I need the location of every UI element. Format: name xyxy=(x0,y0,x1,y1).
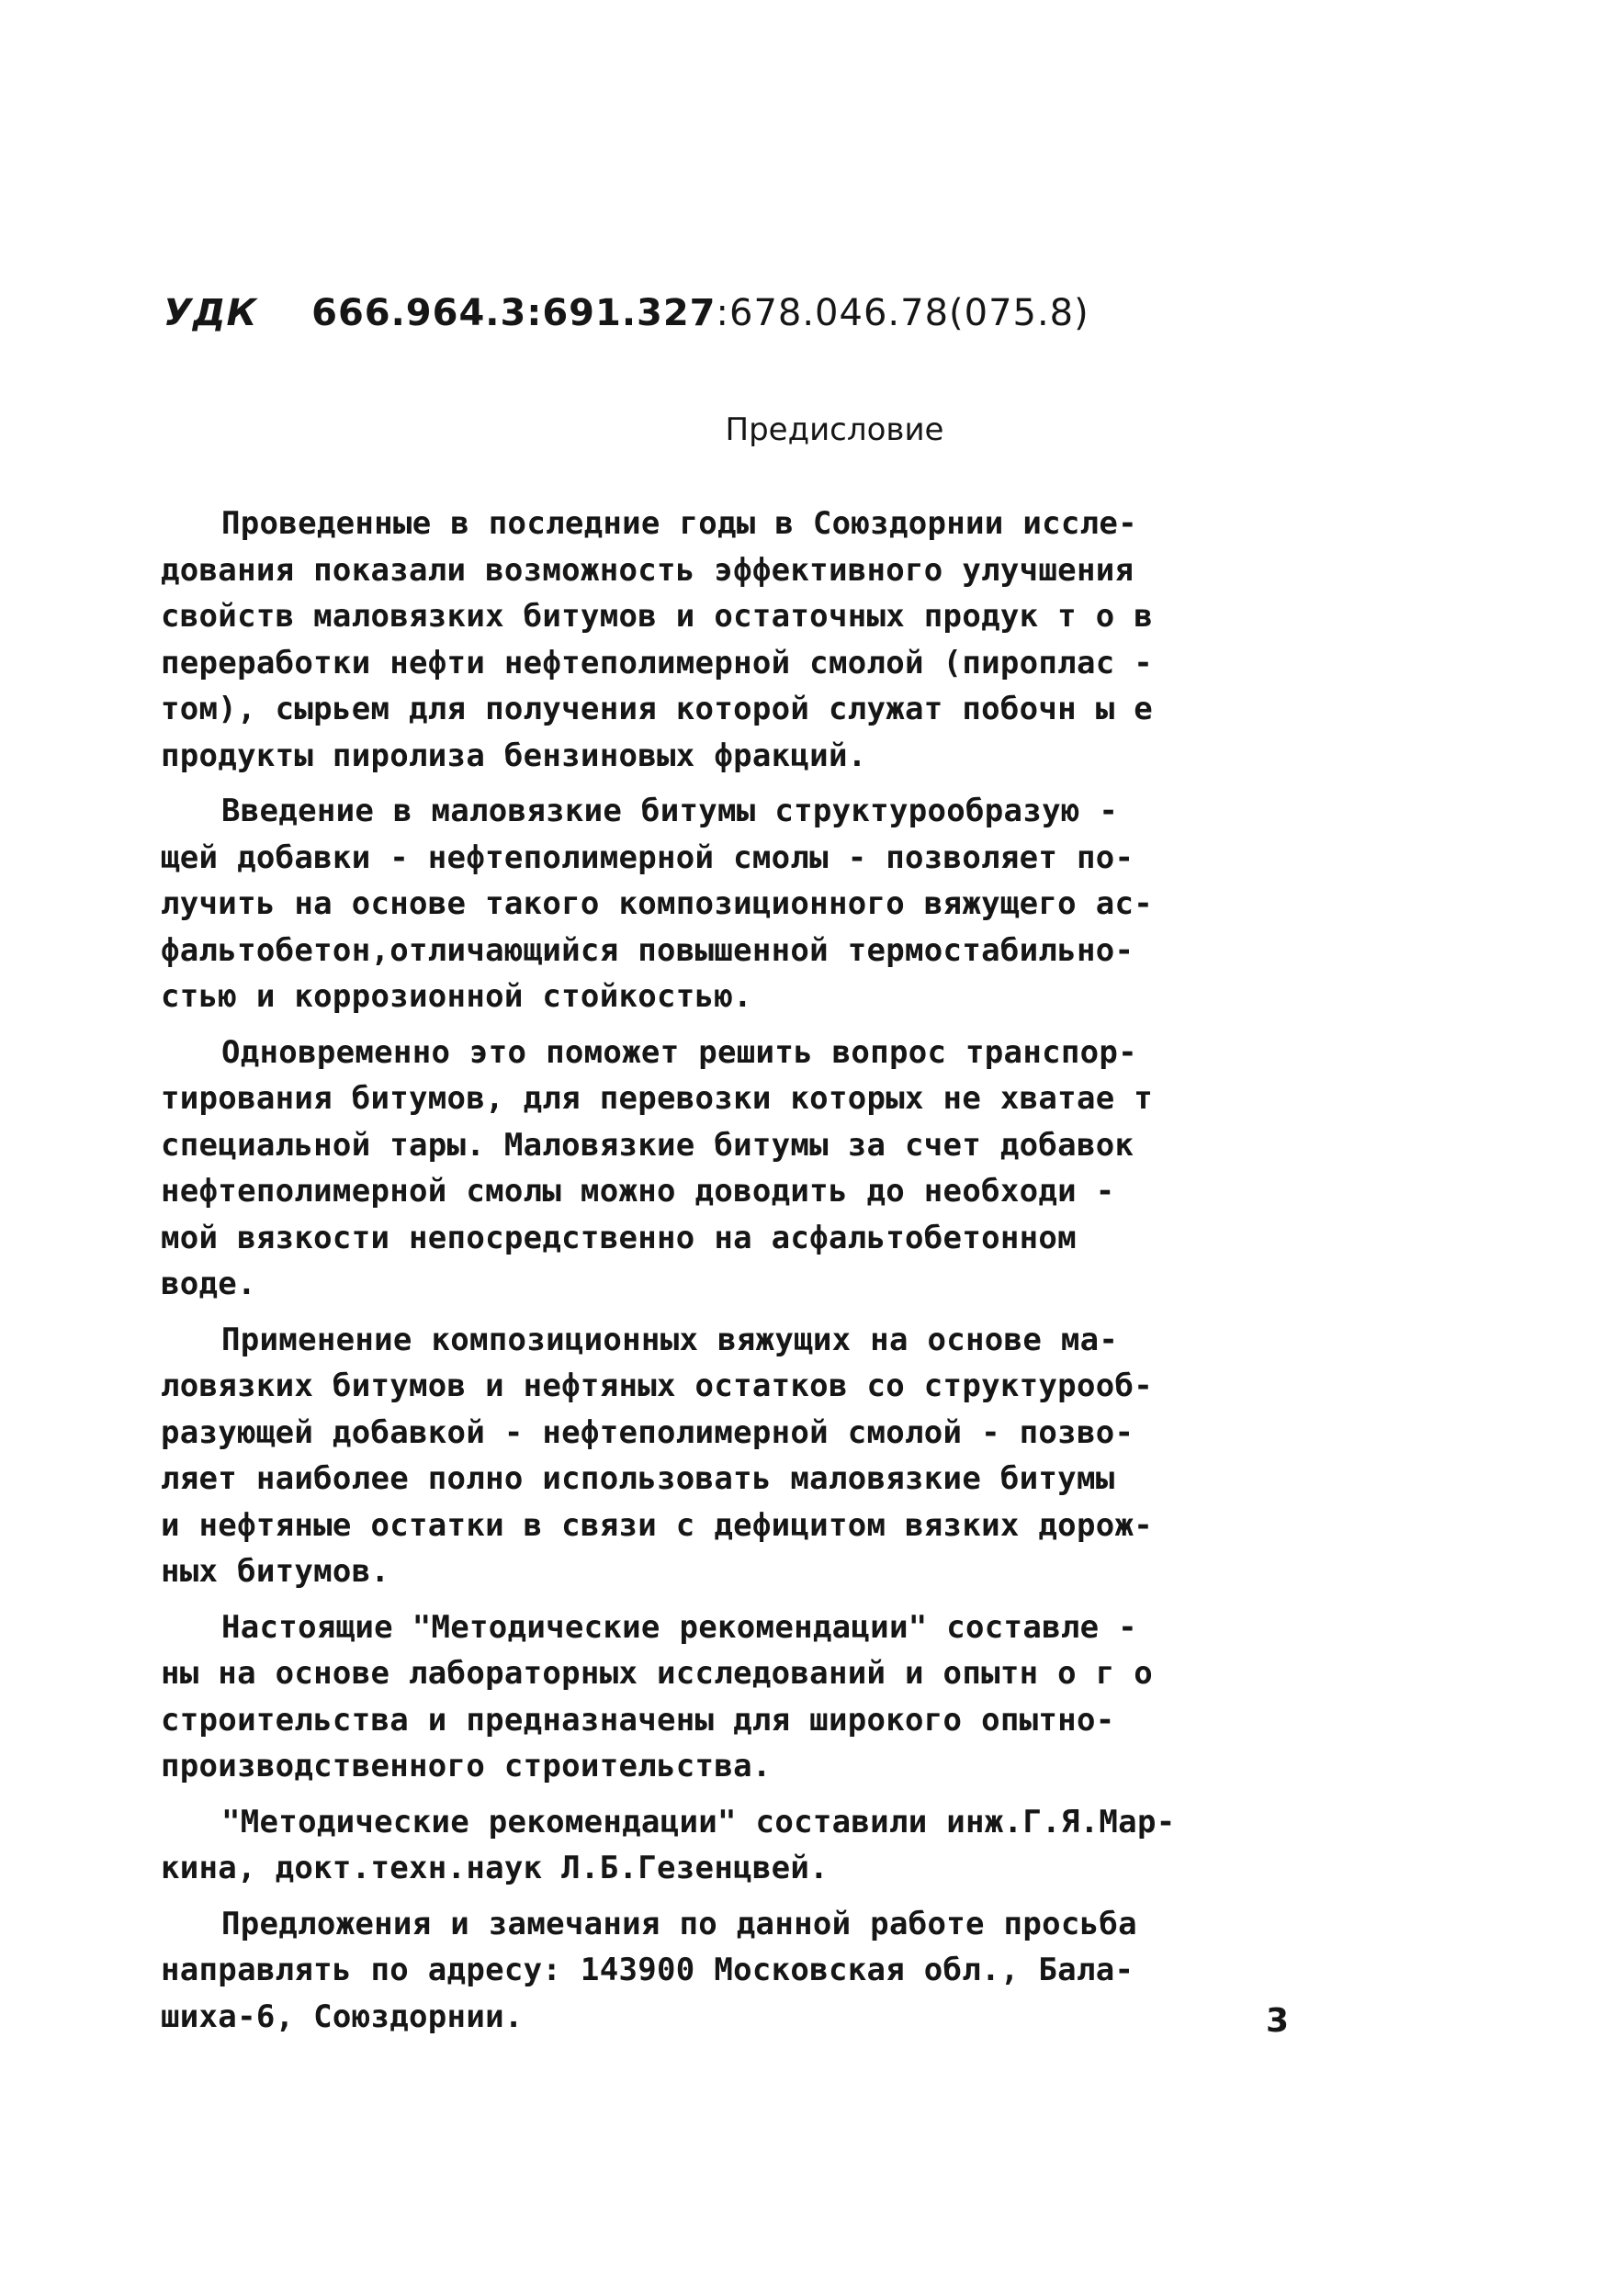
text-line: нефтеполимерной смолы можно доводить до необходи - xyxy=(161,1173,1115,1210)
text-line: Проведенные в последние годы в Союздорнии иссле- xyxy=(221,505,1137,542)
text-line: ляет наиболее полно использовать маловязкие битумы xyxy=(161,1460,1115,1497)
text-line: свойств маловязких битумов и остаточных продук т о в xyxy=(161,598,1154,635)
udk-code-primary: 666.964.3:691.327 xyxy=(311,292,717,334)
text-line: лучить на основе такого композиционного вяжущего ас- xyxy=(161,885,1154,922)
text-line: том), сырьем для получения которой служат побочн ы е xyxy=(161,691,1154,727)
udk-code-secondary: :678.046.78(075.8) xyxy=(716,292,1089,334)
text-line: "Методические рекомендации" составили инж.Г.Я.Мар- xyxy=(221,1803,1176,1840)
paragraph-gap xyxy=(161,779,1355,788)
text-line: воде. xyxy=(161,1266,256,1302)
text-line: Введение в маловязкие битумы структурообразую - xyxy=(221,793,1119,829)
paragraph-gap xyxy=(161,1308,1355,1317)
text-line: кина, докт.техн.наук Л.Б.Гезенцвей. xyxy=(161,1850,829,1886)
text-line: Настоящие "Методические рекомендации" составле - xyxy=(221,1608,1137,1646)
text-line: Применение композиционных вяжущих на основе ма- xyxy=(221,1321,1119,1358)
text-line: ловязких битумов и нефтяных остатков со структурооб- xyxy=(161,1367,1154,1404)
text-line: производственного строительства. xyxy=(161,1748,772,1784)
text-line: специальной тары. Маловязкие битумы за счет добавок xyxy=(161,1126,1134,1164)
paragraph-gap xyxy=(161,1595,1355,1604)
page-number: 3 xyxy=(1266,2002,1290,2040)
text-line: разующей добавкой - нефтеполимерной смолой - позво- xyxy=(161,1413,1134,1451)
text-line: стью и коррозионной стойкостью. xyxy=(161,978,752,1015)
text-line: Одновременно это поможет решить вопрос транспор- xyxy=(221,1033,1137,1071)
udk-classification xyxy=(164,292,1089,334)
text-line: строительства и предназначены для широкого опытно- xyxy=(161,1701,1115,1739)
text-line: фальтобетон,отличающийся повышенной термостабильно- xyxy=(161,931,1134,969)
text-line: направлять по адресу: 143900 Московская обл., Бала- xyxy=(161,1952,1134,1988)
udk-label: УДК xyxy=(164,292,258,334)
text-line: шиха-6, Союздорнии. xyxy=(161,1998,524,2035)
paragraph-gap xyxy=(161,1020,1355,1030)
text-line: дования показали возможность эффективного улучшения xyxy=(161,551,1134,589)
text-line: тирования битумов, для перевозки которых не хватае т xyxy=(161,1080,1154,1117)
paragraph-gap xyxy=(161,1892,1355,1901)
text-line: ны на основе лабораторных исследований и опытн о г о xyxy=(161,1655,1154,1692)
preface-text xyxy=(161,501,1355,2040)
text-line: мой вязкости непосредственно на асфальтобетонном xyxy=(161,1219,1077,1256)
paragraph-gap xyxy=(161,1790,1355,1799)
text-line: Предложения и замечания по данной работе просьба xyxy=(221,1905,1137,1942)
text-line: переработки нефти нефтеполимерной смолой (пироплас - xyxy=(161,644,1154,681)
text-line: и нефтяные остатки в связи с дефицитом вязких дорож- xyxy=(161,1506,1154,1544)
section-heading: Предисловие xyxy=(725,411,944,448)
text-line: щей добавки - нефтеполимерной смолы - позволяет по- xyxy=(161,838,1134,876)
text-line: продукты пиролиза бензиновых фракций. xyxy=(161,737,867,774)
text-line: ных битумов. xyxy=(161,1553,390,1590)
